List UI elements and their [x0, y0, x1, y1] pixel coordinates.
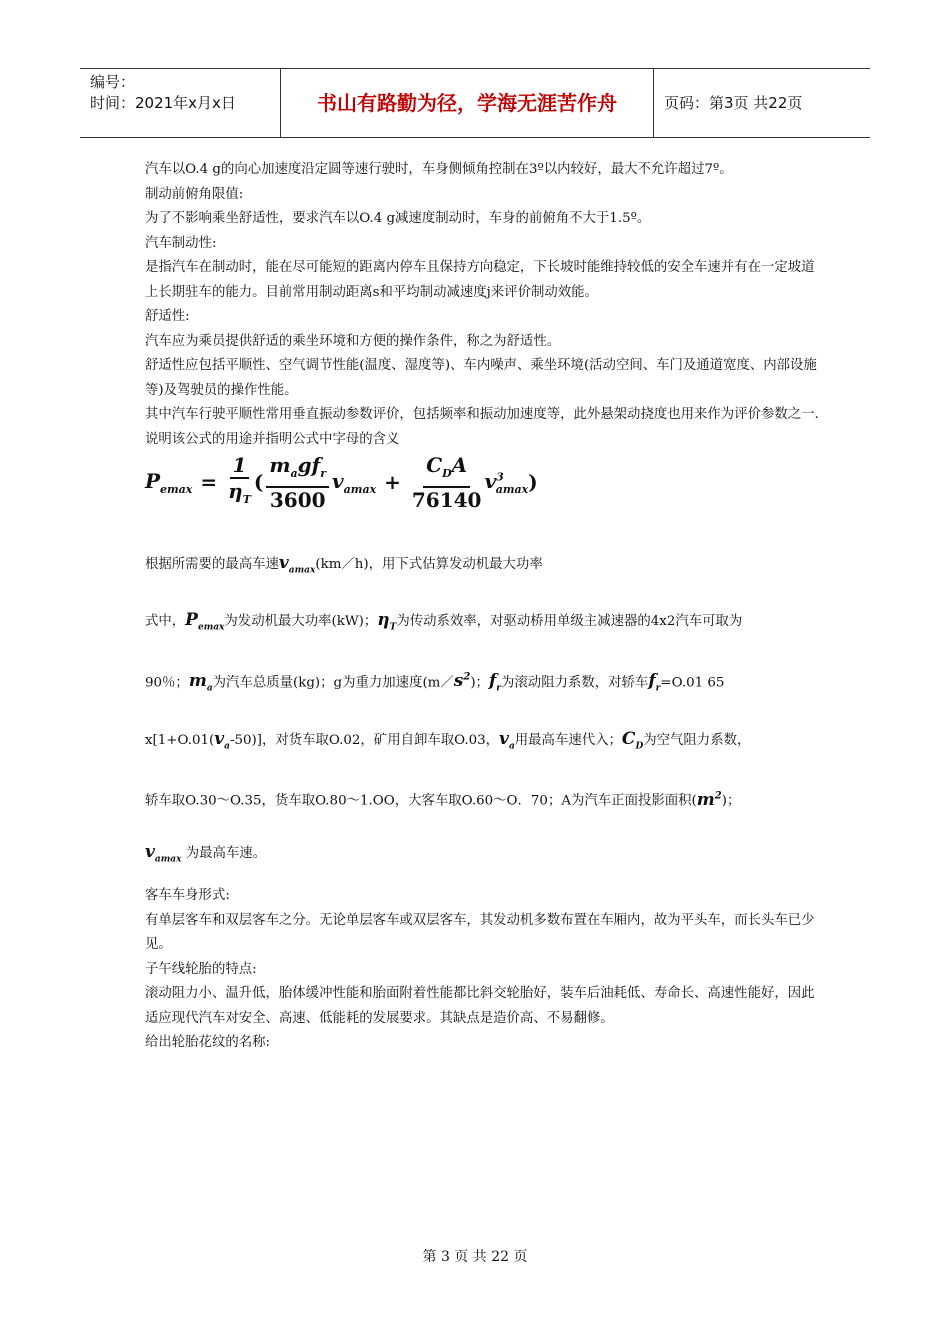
paragraph: 汽车应为乘员提供舒适的乘坐环境和方便的操作条件，称之为舒适性。: [145, 333, 561, 349]
time-label: 时间：2021年x月x日: [90, 94, 236, 112]
formula-term1: $\frac{m_agf_r}{3600}$: [266, 453, 329, 512]
paragraph: 舒适性应包括平顺性、空气调节性能(温度、湿度等)、车内噪声、乘坐环境(活动空间、车门及通道宽度、内部设施等)及驾驶员的操作性能。: [145, 358, 817, 398]
heading: 子午线轮胎的特点:: [145, 961, 257, 977]
formula-eq: =: [200, 470, 218, 494]
formula-lhs: $P_{emax}$: [145, 468, 193, 496]
paragraph: 是指汽车在制动时，能在尽可能短的距离内停车且保持方向稳定，下长坡时能维持较低的安全车速并有在一定坡道上长期驻车的能力。目前常用制动距离s和平均制动减速度j来评价制动效能。: [145, 260, 815, 300]
formula-v1: $v_{amax}$: [332, 468, 377, 496]
paragraph: 其中汽车行驶平顺性常用垂直振动参数评价，包括频率和振动加速度等，此外悬架动挠度也用来作为评价参数之一.: [145, 407, 819, 422]
paragraph: 汽车以O.4 g的向心加速度沿定圆等速行驶时，车身侧倾角控制在3º以内较好，最大不允许超过7º。: [145, 162, 733, 177]
explain-line-2: 式中，$P_{emax}$为发动机最大功率(kW)；$\eta_T$为传动系效率，对驱动桥用单级主减速器的4x2汽车可取为: [145, 610, 743, 633]
formula-term2: $\frac{C_DA}{76140}$: [411, 452, 482, 512]
explain-line-6: $v_{amax}$ 为最高车速。: [145, 841, 267, 865]
header-page-label: 页码：第3页 共22页: [664, 94, 803, 112]
paragraph: 有单层客车和双层客车之分。无论单层客车或双层客车，其发动机多数布置在车厢内，故为平头车，而长头车已少见。: [145, 912, 815, 953]
heading: 汽车制动性:: [145, 235, 217, 251]
heading: 客车车身形式:: [145, 888, 230, 904]
paragraph: 为了不影响乘坐舒适性，要求汽车以O.4 g减速度制动时，车身的前俯角不大于1.5º。: [145, 211, 651, 226]
header-meta: [80, 69, 280, 137]
page-footer: 第 3 页 共 22 页: [422, 1249, 528, 1265]
formula-v2: $v^3_{amax}$: [484, 468, 529, 496]
question: 给出轮胎花纹的名称:: [145, 1035, 271, 1051]
explain-line-1: 根据所需要的最高车速$v_{amax}(km/h)$，用下式估算发动机最大功率: [145, 553, 543, 576]
explain-line-4: $x[1+O.01(v_a-50)]$，对货车取O.02，矿用自卸车取O.03，$v_a$用最高车速代入；$C_D$为空气阻力系数，: [145, 728, 751, 752]
heading: 制动前俯角限值:: [145, 186, 244, 202]
number-label: 编号：: [90, 73, 136, 91]
explain-line-5: 轿车取O.30～O.35，货车取O.80～1.OO，大客车取O.60～O．70；A为汽车正面投影面积$(m^2)$；: [145, 789, 741, 810]
document-body: [145, 158, 820, 1056]
heading: 舒适性:: [145, 309, 190, 324]
formula-coef: $\frac{1}{\eta_T}$: [228, 452, 251, 506]
power-formula: $P_{emax}$ = $\frac{1}{\eta_T}$ ( $\frac{m_agf_r}{3600}$ $v_{amax}$ + $\frac{C_DA}{76140}$ $v^3_{amax}$ ): [145, 452, 538, 512]
question: 说明该公式的用途并指明公式中字母的含义: [145, 431, 400, 447]
page-header: [80, 68, 870, 138]
paragraph: 滚动阻力小、温升低，胎体缓冲性能和胎面附着性能都比斜交轮胎好，装车后油耗低、寿命长、高速性能好，因此适应现代汽车对安全、高速、低能耗的发展要求。其缺点是造价高、不易翻修。: [145, 986, 815, 1026]
header-motto: 书山有路勤为径，学海无涯苦作舟: [280, 69, 654, 137]
explain-line-3: 90％；$m_a$为汽车总质量(kg)；g为重力加速度$(m/s^2)$；$f_r$为滚动阻力系数，对轿车$f_r=O.01$ 65: [145, 671, 725, 694]
